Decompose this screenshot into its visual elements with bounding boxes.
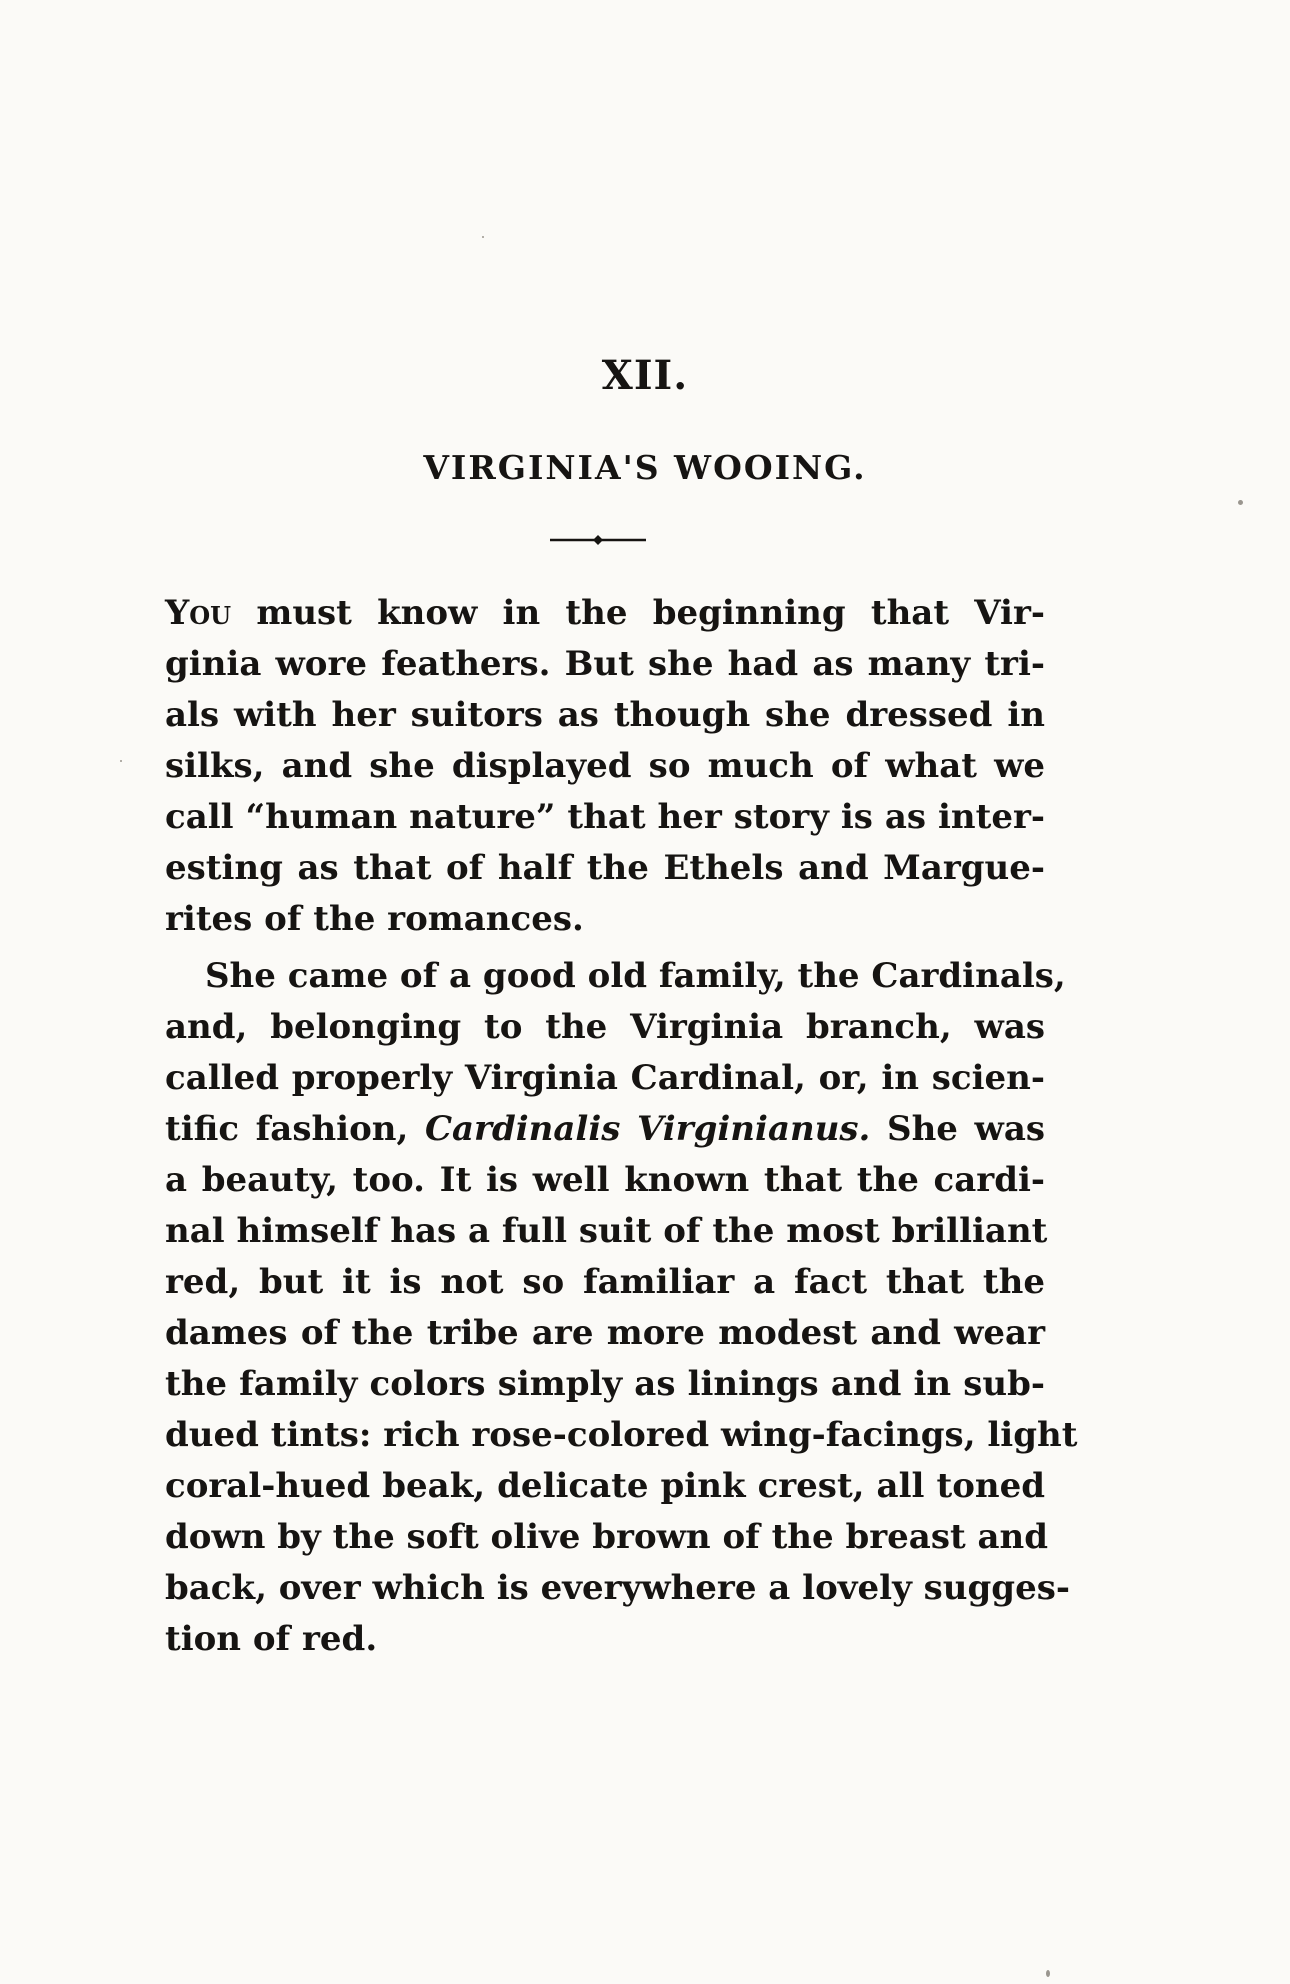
text-line: the family colors simply as linings and in sub- xyxy=(165,1364,1045,1404)
text-line: red, but it is not so familiar a fact that the xyxy=(165,1262,1045,1302)
drop-word: You xyxy=(165,593,232,633)
text-line: called properly Virginia Cardinal, or, in scien- xyxy=(165,1058,1045,1098)
text-line: tion of red. xyxy=(165,1619,378,1659)
text-line: and, belonging to the Virginia branch, was xyxy=(165,1007,1045,1047)
text-line: als with her suitors as though she dressed in xyxy=(165,695,1045,735)
chapter-title: VIRGINIA'S WOOING. xyxy=(423,448,867,487)
text-line: rites of the romances. xyxy=(165,899,584,939)
scan-speck xyxy=(1046,1970,1050,1977)
text-line: silks, and she displayed so much of what we xyxy=(165,746,1045,786)
text-line: tific fashion, Cardinalis Virginianus. She was xyxy=(165,1109,1046,1149)
text-line: ginia wore feathers. But she had as many tri- xyxy=(165,644,1045,684)
text-line: You must know in the beginning that Vir- xyxy=(165,593,1045,633)
ornament-divider-icon xyxy=(548,532,648,548)
text-line: call “human nature” that her story is as inter- xyxy=(165,797,1045,837)
text-line: dames of the tribe are more modest and wear xyxy=(165,1313,1045,1353)
scan-speck xyxy=(482,236,484,238)
text-line: coral-hued beak, delicate pink crest, all toned xyxy=(165,1466,1045,1506)
text-line: down by the soft olive brown of the breast and xyxy=(165,1517,1049,1557)
text-line: dued tints: rich rose-colored wing-facings, light xyxy=(165,1415,1078,1455)
chapter-number: XII. xyxy=(601,352,689,399)
scientific-name: Cardinalis Virginianus. xyxy=(424,1109,871,1149)
text-line: She came of a good old family, the Cardinals, xyxy=(205,956,1066,996)
chapter-body xyxy=(165,588,1078,1665)
text-line: nal himself has a full suit of the most brilliant xyxy=(165,1211,1048,1251)
text-line: esting as that of half the Ethels and Margue- xyxy=(165,848,1045,888)
scan-speck xyxy=(120,760,122,762)
text-line: a beauty, too. It is well known that the cardi- xyxy=(165,1160,1045,1200)
scan-speck xyxy=(1238,500,1243,505)
text-line: back, over which is everywhere a lovely sugges- xyxy=(165,1568,1070,1608)
